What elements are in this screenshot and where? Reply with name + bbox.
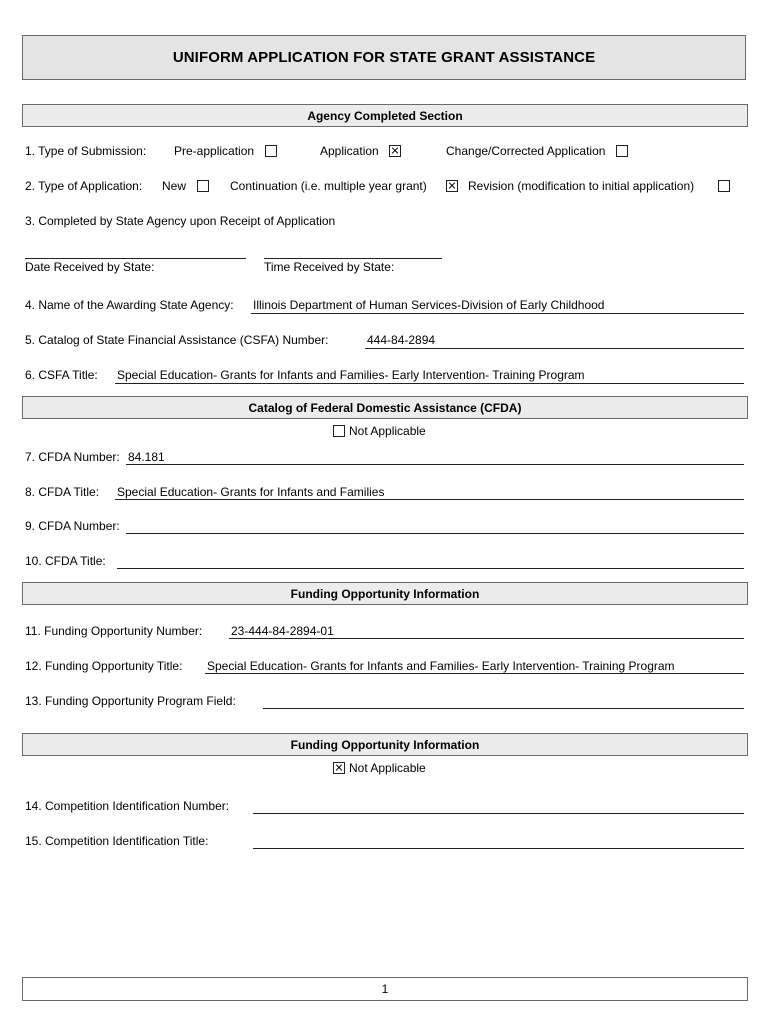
application-type-label: 2. Type of Application: bbox=[25, 179, 143, 193]
competition-section-heading: Funding Opportunity Information bbox=[22, 733, 748, 756]
date-received-label: Date Received by State: bbox=[25, 260, 155, 274]
awarding-agency-field[interactable] bbox=[251, 313, 744, 314]
awarding-agency-label: 4. Name of the Awarding State Agency: bbox=[25, 298, 234, 312]
csfa-title-label: 6. CSFA Title: bbox=[25, 368, 98, 382]
competition-not-applicable-checkbox[interactable] bbox=[333, 762, 345, 774]
cfda-section-heading: Catalog of Federal Domestic Assistance (CFDA) bbox=[22, 396, 748, 419]
cfda-number-2-label: 9. CFDA Number: bbox=[25, 519, 120, 533]
form-title: UNIFORM APPLICATION FOR STATE GRANT ASSISTANCE bbox=[22, 35, 746, 80]
competition-not-applicable-label: Not Applicable bbox=[349, 761, 426, 775]
cfda-title-field[interactable] bbox=[115, 499, 744, 500]
continuation-label: Continuation (i.e. multiple year grant) bbox=[230, 179, 427, 193]
funding-number-label: 11. Funding Opportunity Number: bbox=[25, 624, 203, 638]
new-label: New bbox=[162, 179, 187, 193]
change-corrected-label: Change/Corrected Application bbox=[446, 144, 606, 158]
csfa-title-value: Special Education- Grants for Infants and Families- Early Intervention- Training Program bbox=[117, 368, 585, 382]
cfda-title-label: 8. CFDA Title: bbox=[25, 485, 100, 499]
competition-title-field[interactable] bbox=[253, 848, 744, 849]
funding-title-label: 12. Funding Opportunity Title: bbox=[25, 659, 183, 673]
continuation-checkbox[interactable] bbox=[446, 180, 458, 192]
competition-title-label: 15. Competition Identification Title: bbox=[25, 834, 209, 848]
funding-title-value: Special Education- Grants for Infants and Families- Early Intervention- Training Program bbox=[207, 659, 675, 673]
pre-application-label: Pre-application bbox=[174, 144, 255, 158]
cfda-number-field[interactable] bbox=[126, 464, 744, 465]
csfa-title-field[interactable] bbox=[115, 383, 744, 384]
cfda-number-label: 7. CFDA Number: bbox=[25, 450, 120, 464]
cfda-title-value: Special Education- Grants for Infants and Families bbox=[117, 485, 385, 499]
revision-label: Revision (modification to initial application) bbox=[468, 179, 695, 193]
funding-title-field[interactable] bbox=[205, 673, 744, 674]
csfa-number-field[interactable] bbox=[365, 348, 744, 349]
cfda-number-value: 84.181 bbox=[128, 450, 165, 464]
funding-number-value: 23-444-84-2894-01 bbox=[231, 624, 334, 638]
csfa-number-value: 444-84-2894 bbox=[367, 333, 436, 347]
agency-section-heading: Agency Completed Section bbox=[22, 104, 748, 127]
awarding-agency-value: Illinois Department of Human Services-Division of Early Childhood bbox=[253, 298, 605, 312]
program-field-input[interactable] bbox=[263, 708, 744, 709]
funding-section-heading: Funding Opportunity Information bbox=[22, 582, 748, 605]
cfda-title-2-field[interactable] bbox=[117, 568, 744, 569]
page-number: 1 bbox=[22, 977, 748, 1001]
funding-number-field[interactable] bbox=[229, 638, 744, 639]
new-checkbox[interactable] bbox=[197, 180, 209, 192]
state-agency-receipt-label: 3. Completed by State Agency upon Receipt of Application bbox=[25, 214, 336, 228]
cfda-not-applicable-checkbox[interactable] bbox=[333, 425, 345, 437]
cfda-title-2-label: 10. CFDA Title: bbox=[25, 554, 106, 568]
date-received-line[interactable] bbox=[25, 258, 246, 259]
cfda-number-2-field[interactable] bbox=[126, 533, 744, 534]
program-field-label: 13. Funding Opportunity Program Field: bbox=[25, 694, 236, 708]
application-checkbox[interactable] bbox=[389, 145, 401, 157]
time-received-label: Time Received by State: bbox=[264, 260, 395, 274]
application-label: Application bbox=[320, 144, 379, 158]
cfda-not-applicable-label: Not Applicable bbox=[349, 424, 426, 438]
competition-number-label: 14. Competition Identification Number: bbox=[25, 799, 230, 813]
csfa-number-label: 5. Catalog of State Financial Assistance (CSFA) Number: bbox=[25, 333, 329, 347]
pre-application-checkbox[interactable] bbox=[265, 145, 277, 157]
time-received-line[interactable] bbox=[264, 258, 442, 259]
submission-type-label: 1. Type of Submission: bbox=[25, 144, 147, 158]
competition-number-field[interactable] bbox=[253, 813, 744, 814]
change-corrected-checkbox[interactable] bbox=[616, 145, 628, 157]
revision-checkbox[interactable] bbox=[718, 180, 730, 192]
